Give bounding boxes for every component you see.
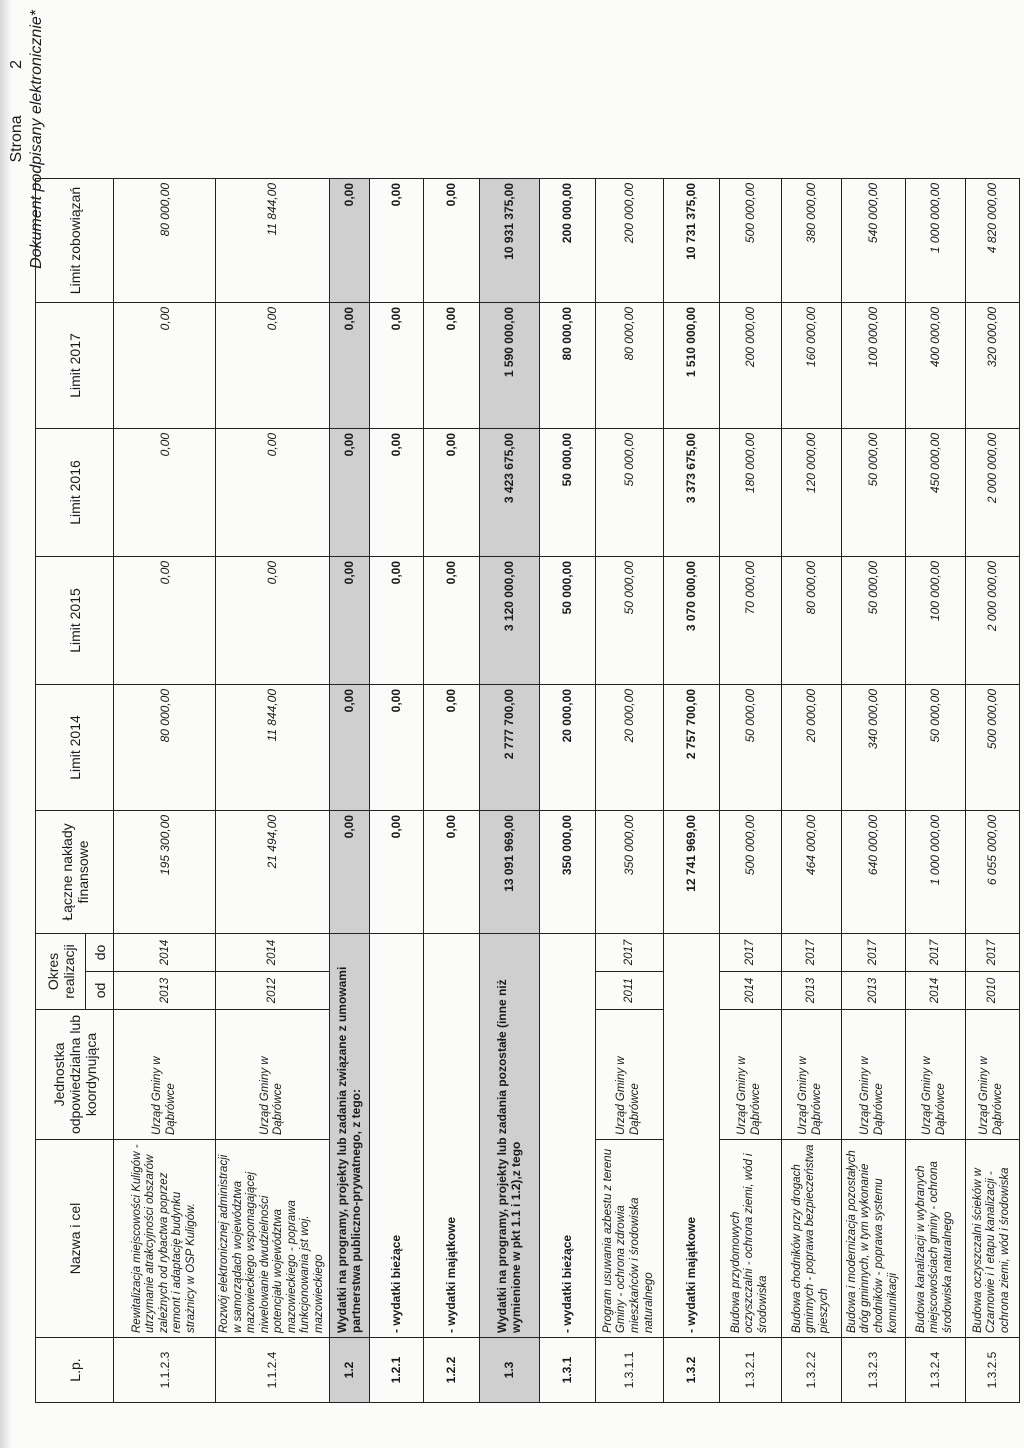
cell-limit-zobowiazan: 10 931 375,00	[479, 179, 539, 303]
cell-do: 2017	[595, 934, 663, 972]
cell-naklady: 6 055 000,00	[965, 811, 1019, 934]
cell-lp: 1.3.2.5	[965, 1338, 1019, 1403]
cell-od: 2013	[841, 972, 905, 1010]
col-okres: Okres realizacji	[36, 934, 86, 1010]
cell-lp: 1.3.1	[539, 1338, 595, 1403]
cell-jednostka: Urząd Gminy w Dąbrówce	[905, 1010, 965, 1140]
cell-nazwa: - wydatki majątkowe	[423, 934, 479, 1338]
cell-nazwa: - wydatki majątkowe	[663, 934, 719, 1338]
cell-limit-2017: 160 000,00	[781, 303, 841, 429]
cell-naklady: 464 000,00	[781, 811, 841, 934]
cell-do: 2017	[781, 934, 841, 972]
cell-lp: 1.1.2.3	[114, 1338, 216, 1403]
cell-limit-2016: 120 000,00	[781, 429, 841, 557]
cell-limit-2015: 3 120 000,00	[479, 557, 539, 685]
table-row	[329, 179, 369, 1403]
cell-limit-zobowiazan: 80 000,00	[114, 179, 216, 303]
cell-limit-2016: 50 000,00	[841, 429, 905, 557]
cell-limit-2015: 70 000,00	[719, 557, 781, 685]
cell-do: 2017	[905, 934, 965, 972]
cell-limit-2017: 100 000,00	[841, 303, 905, 429]
cell-limit-2016: 450 000,00	[905, 429, 965, 557]
page-label: Strona	[8, 115, 25, 163]
table-row	[841, 179, 905, 1403]
cell-jednostka: Urząd Gminy w Dąbrówce	[781, 1010, 841, 1140]
cell-limit-2015: 100 000,00	[905, 557, 965, 685]
cell-limit-zobowiazan: 0,00	[369, 179, 423, 303]
cell-limit-2014: 2 777 700,00	[479, 685, 539, 811]
cell-limit-2016: 3 423 675,00	[479, 429, 539, 557]
cell-naklady: 500 000,00	[719, 811, 781, 934]
cell-limit-2017: 0,00	[369, 303, 423, 429]
col-jednostka: Jednostka odpowiedzialna lub koordynująca	[36, 1010, 114, 1140]
cell-lp: 1.3.2.2	[781, 1338, 841, 1403]
cell-jednostka: Urząd Gminy w Dąbrówce	[216, 1010, 330, 1140]
table-row	[595, 179, 663, 1403]
cell-limit-2014: 340 000,00	[841, 685, 905, 811]
cell-jednostka: Urząd Gminy w Dąbrówce	[965, 1010, 1019, 1140]
cell-limit-2017: 80 000,00	[539, 303, 595, 429]
cell-limit-2015: 80 000,00	[781, 557, 841, 685]
cell-limit-2015: 50 000,00	[539, 557, 595, 685]
cell-limit-zobowiazan: 540 000,00	[841, 179, 905, 303]
cell-lp: 1.3.2	[663, 1338, 719, 1403]
table-row	[965, 179, 1019, 1403]
cell-naklady: 350 000,00	[595, 811, 663, 934]
cell-lp: 1.3.2.4	[905, 1338, 965, 1403]
cell-limit-2014: 0,00	[329, 685, 369, 811]
table-row	[479, 179, 539, 1403]
table-header	[36, 179, 114, 1403]
cell-do: 2017	[841, 934, 905, 972]
cell-limit-2015: 0,00	[369, 557, 423, 685]
cell-limit-zobowiazan: 500 000,00	[719, 179, 781, 303]
budget-table	[35, 178, 1020, 1403]
col-limit-2016: Limit 2016	[36, 429, 114, 557]
cell-limit-zobowiazan: 11 844,00	[216, 179, 330, 303]
cell-limit-2015: 0,00	[329, 557, 369, 685]
cell-limit-2014: 80 000,00	[114, 685, 216, 811]
table-row	[663, 179, 719, 1403]
cell-lp: 1.3.1.1	[595, 1338, 663, 1403]
cell-limit-2014: 20 000,00	[781, 685, 841, 811]
cell-limit-2016: 0,00	[216, 429, 330, 557]
cell-jednostka: Urząd Gminy w Dąbrówce	[114, 1010, 216, 1140]
col-od: od	[86, 972, 114, 1010]
cell-limit-2014: 0,00	[423, 685, 479, 811]
cell-do: 2017	[719, 934, 781, 972]
cell-nazwa: - wydatki bieżące	[369, 934, 423, 1338]
table-row	[905, 179, 965, 1403]
cell-lp: 1.3.2.3	[841, 1338, 905, 1403]
cell-lp: 1.1.2.4	[216, 1338, 330, 1403]
cell-limit-zobowiazan: 200 000,00	[595, 179, 663, 303]
cell-limit-2014: 20 000,00	[539, 685, 595, 811]
cell-limit-2017: 80 000,00	[595, 303, 663, 429]
cell-naklady: 0,00	[329, 811, 369, 934]
cell-limit-2016: 50 000,00	[595, 429, 663, 557]
cell-jednostka: Urząd Gminy w Dąbrówce	[719, 1010, 781, 1140]
cell-jednostka: Urząd Gminy w Dąbrówce	[841, 1010, 905, 1140]
cell-limit-2014: 2 757 700,00	[663, 685, 719, 811]
cell-limit-2016: 2 000 000,00	[965, 429, 1019, 557]
cell-od: 2013	[781, 972, 841, 1010]
cell-limit-2017: 0,00	[329, 303, 369, 429]
cell-limit-2017: 0,00	[114, 303, 216, 429]
cell-limit-2014: 50 000,00	[719, 685, 781, 811]
cell-limit-zobowiazan: 380 000,00	[781, 179, 841, 303]
cell-limit-2016: 3 373 675,00	[663, 429, 719, 557]
cell-limit-2017: 1 590 000,00	[479, 303, 539, 429]
cell-limit-2015: 2 000 000,00	[965, 557, 1019, 685]
cell-od: 2014	[905, 972, 965, 1010]
cell-limit-2016: 0,00	[369, 429, 423, 557]
cell-naklady: 0,00	[369, 811, 423, 934]
col-do: do	[86, 934, 114, 972]
cell-limit-zobowiazan: 200 000,00	[539, 179, 595, 303]
cell-limit-2015: 0,00	[114, 557, 216, 685]
page-number-label	[8, 60, 26, 163]
cell-nazwa: Budowa oczyszczalni ścieków w Czarnowie i I etapu kanalizacji - ochrona ziemi, wód i środowiska	[965, 1140, 1019, 1338]
cell-nazwa: Budowa i modernizacja pozostałych dróg gminnych, w tym wykonanie chodników - poprawa systemu komunikacji	[841, 1140, 905, 1338]
cell-limit-2016: 0,00	[329, 429, 369, 557]
cell-limit-2015: 50 000,00	[841, 557, 905, 685]
col-lp: L.p.	[36, 1338, 114, 1403]
cell-limit-2014: 11 844,00	[216, 685, 330, 811]
signed-note: Dokument podpisany elektronicznie*	[28, 10, 45, 269]
col-limit-zobowiazan: Limit zobowiązań	[36, 179, 114, 303]
table-row	[781, 179, 841, 1403]
cell-limit-2017: 400 000,00	[905, 303, 965, 429]
cell-naklady: 13 091 969,00	[479, 811, 539, 934]
cell-limit-2017: 1 510 000,00	[663, 303, 719, 429]
cell-limit-2015: 50 000,00	[595, 557, 663, 685]
col-naklady: Łączne nakłady finansowe	[36, 811, 114, 934]
cell-naklady: 12 741 969,00	[663, 811, 719, 934]
cell-nazwa: Rewitalizacja miejscowości Kuligów - utrzymanie atrakcyjności obszarów zależnych od rybactwa poprzez remont i adaptację budynku strażnicy w OSP Kuligów.	[114, 1140, 216, 1338]
cell-limit-2016: 50 000,00	[539, 429, 595, 557]
cell-lp: 1.2.2	[423, 1338, 479, 1403]
cell-nazwa: Budowa chodników przy drogach gminnych - poprawa bezpieczeństwa pieszych	[781, 1140, 841, 1338]
table-row	[114, 179, 216, 1403]
cell-naklady: 350 000,00	[539, 811, 595, 934]
cell-limit-2014: 50 000,00	[905, 685, 965, 811]
cell-limit-zobowiazan: 4 820 000,00	[965, 179, 1019, 303]
cell-nazwa: - wydatki bieżące	[539, 934, 595, 1338]
cell-lp: 1.3	[479, 1338, 539, 1403]
table-body	[114, 179, 1020, 1403]
cell-naklady: 1 000 000,00	[905, 811, 965, 934]
cell-naklady: 0,00	[423, 811, 479, 934]
table-row	[539, 179, 595, 1403]
table-row	[369, 179, 423, 1403]
cell-od: 2013	[114, 972, 216, 1010]
col-limit-2015: Limit 2015	[36, 557, 114, 685]
cell-limit-zobowiazan: 1 000 000,00	[905, 179, 965, 303]
cell-lp: 1.2	[329, 1338, 369, 1403]
cell-limit-zobowiazan: 10 731 375,00	[663, 179, 719, 303]
cell-nazwa: Wydatki na programy, projekty lub zadania związane z umowami partnerstwa publiczno-prywatnego, z tego:	[329, 934, 369, 1338]
cell-od: 2011	[595, 972, 663, 1010]
cell-do: 2017	[965, 934, 1019, 972]
cell-naklady: 21 494,00	[216, 811, 330, 934]
cell-limit-2017: 0,00	[216, 303, 330, 429]
cell-limit-2015: 3 070 000,00	[663, 557, 719, 685]
cell-limit-2014: 0,00	[369, 685, 423, 811]
cell-limit-2017: 320 000,00	[965, 303, 1019, 429]
cell-od: 2010	[965, 972, 1019, 1010]
cell-limit-2016: 0,00	[114, 429, 216, 557]
cell-limit-zobowiazan: 0,00	[423, 179, 479, 303]
col-nazwa: Nazwa i cel	[36, 1140, 114, 1338]
table-row	[719, 179, 781, 1403]
cell-limit-zobowiazan: 0,00	[329, 179, 369, 303]
col-limit-2014: Limit 2014	[36, 685, 114, 811]
col-limit-2017: Limit 2017	[36, 303, 114, 429]
cell-lp: 1.3.2.1	[719, 1338, 781, 1403]
cell-limit-2017: 0,00	[423, 303, 479, 429]
cell-nazwa: Rozwój elektronicznej administracji w samorządach województwa mazowieckiego wspomagającej niwelowanie dwudzielności potencjału województwa mazowieckiego - poprawa funkcjonowania jst woj. mazowieckiego	[216, 1140, 330, 1338]
cell-limit-2015: 0,00	[423, 557, 479, 685]
cell-lp: 1.2.1	[369, 1338, 423, 1403]
cell-limit-2016: 180 000,00	[719, 429, 781, 557]
cell-nazwa: Wydatki na programy, projekty lub zadania pozostałe (inne niż wymienione w pkt 1.1 i 1.2),z tego	[479, 934, 539, 1338]
cell-limit-2015: 0,00	[216, 557, 330, 685]
cell-limit-2014: 20 000,00	[595, 685, 663, 811]
cell-limit-2014: 500 000,00	[965, 685, 1019, 811]
table-row	[216, 179, 330, 1403]
cell-nazwa: Budowa kanalizacji w wybranych miejscowościach gminy - ochrona środowiska naturalnego	[905, 1140, 965, 1338]
cell-jednostka: Urząd Gminy w Dąbrówce	[595, 1010, 663, 1140]
cell-do: 2014	[114, 934, 216, 972]
cell-od: 2014	[719, 972, 781, 1010]
table-row	[423, 179, 479, 1403]
cell-nazwa: Program usuwania azbestu z terenu Gminy - ochrona zdrowia mieszkańców i środowiska naturalnego	[595, 1140, 663, 1338]
page-number: 2	[8, 60, 25, 69]
cell-limit-2016: 0,00	[423, 429, 479, 557]
cell-do: 2014	[216, 934, 330, 972]
cell-limit-2017: 200 000,00	[719, 303, 781, 429]
cell-od: 2012	[216, 972, 330, 1010]
cell-naklady: 195 300,00	[114, 811, 216, 934]
cell-nazwa: Budowa przydomowych oczyszczalni - ochrona ziemi, wód i środowiska	[719, 1140, 781, 1338]
cell-naklady: 640 000,00	[841, 811, 905, 934]
